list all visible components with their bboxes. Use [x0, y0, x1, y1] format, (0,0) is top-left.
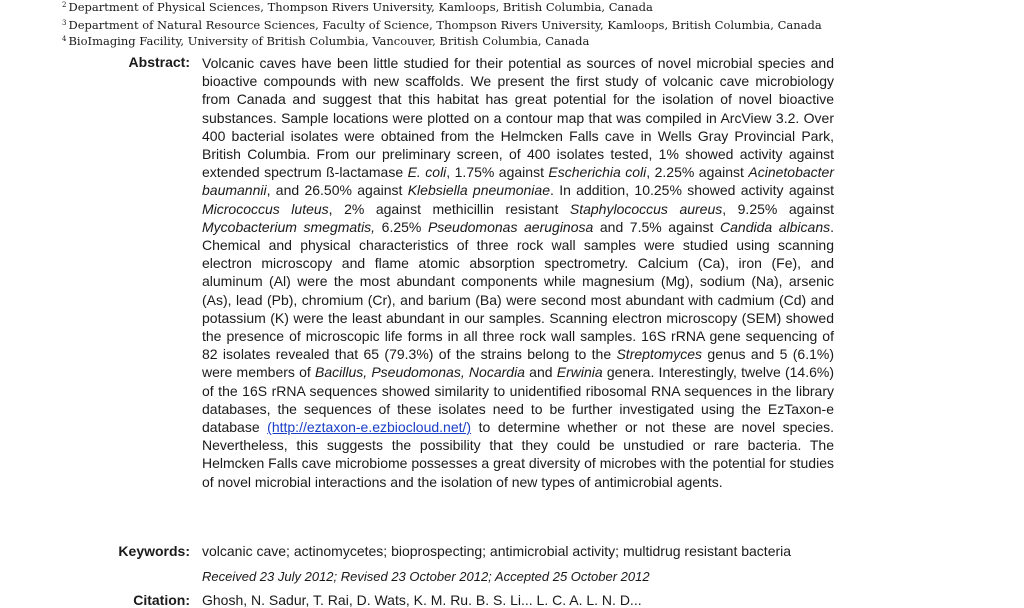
abstract-body	[202, 54, 834, 491]
abstract-text: , 1.75% against	[446, 164, 549, 181]
affiliation-text: Department of Physical Sciences, Thompson Rivers University, Kamloops, British Columbia, Canada	[68, 0, 653, 14]
affiliation-text: Department of Natural Resource Sciences, Faculty of Science, Thompson Rivers University, Kamloops, British Columbia, Canada	[68, 18, 822, 32]
citation-label: Citation:	[133, 592, 190, 608]
species-name: E. coli	[407, 164, 447, 181]
species-name: Escherichia coli	[548, 164, 647, 181]
species-name: Klebsiella pneumoniae	[407, 182, 550, 199]
species-name: Candida albicans	[720, 218, 831, 235]
species-name: Bacillus, Pseudomonas, Nocardia	[315, 364, 525, 381]
species-name: Acinetobacter baumannii	[202, 164, 834, 199]
abstract-text: , 2% against methicillin resistant	[328, 200, 570, 217]
abstract-text: and 7.5% against	[593, 218, 721, 235]
abstract-text: , 2.25% against	[646, 164, 749, 181]
received-dates: Received 23 July 2012; Revised 23 October 2012; Accepted 25 October 2012	[202, 569, 650, 584]
eztaxon-link[interactable]: (http://eztaxon-e.ezbiocloud.net/)	[267, 419, 472, 436]
abstract-text: . In addition, 10.25% showed activity against	[550, 182, 834, 199]
species-name: Pseudomonas aeruginosa	[427, 218, 594, 235]
affiliation-4	[62, 31, 589, 49]
abstract-text: genus and 5 (6.1%) were members of	[202, 346, 834, 381]
abstract-text: genera. Interestingly, twelve (14.6%) of the 16S rRNA sequences showed similarity to unidentified ribosomal RNA sequences in the library databases, the sequences of these isolates need to be further investigated using the EzTaxon-e database	[202, 364, 835, 436]
affiliation-number: 2	[62, 1, 67, 9]
abstract-label: Abstract:	[128, 54, 190, 70]
abstract-text: . Chemical and physical characteristics of three rock wall samples were studied using scanning electron microscopy and flame atomic absorption spectrometry. Calcium (Ca), iron (Fe), and aluminum (Al) were the most abundant components while magnesium (Mg), sodium (Na), arsenic (As), lead (Pb), chromium (Cr), and barium (Ba) were second most abundant with cadmium (Cd) and potassium (K) were the least abundant in our samples. Scanning electron microscopy (SEM) showed the presence of microscopic life forms in all three rock wall samples. 16S rRNA gene sequencing of 82 isolates revealed that 65 (79.3%) of the strains belong to the	[202, 218, 834, 363]
abstract-text: to determine whether or not these are novel species. Nevertheless, this suggests the possibility that they could be unstudied or rare bacteria. The Helmcken Falls cave microbiome possesses a great diversity of microbes with the potential for studies of novel microbial interactions and the isolation of new types of antimicrobial agents.	[202, 419, 835, 490]
affiliation-number: 3	[62, 19, 67, 27]
keywords-text: volcanic cave; actinomycetes; bioprospecting; antimicrobial activity; multidrug resistant bacteria	[202, 543, 792, 559]
species-name: Micrococcus luteus	[202, 200, 329, 217]
affiliation-text: BioImaging Facility, University of British Columbia, Vancouver, British Columbia, Canada	[68, 34, 590, 48]
keywords-label: Keywords:	[118, 543, 190, 559]
abstract-text: , 9.25% against	[722, 200, 834, 217]
species-name: Erwinia	[556, 364, 603, 381]
abstract-text: and	[524, 364, 557, 381]
abstract-text: , and 26.50% against	[266, 182, 408, 199]
citation-text: Ghosh, N. Sadur, T. Rai, D. Wats, K. M. Ru. B. S. Li... L. C. A. L. N. D...	[202, 592, 642, 608]
abstract-text: 6.25%	[375, 218, 428, 235]
species-name: Streptomyces	[616, 346, 703, 363]
affiliation-number: 4	[62, 35, 67, 43]
species-name: Mycobacterium smegmatis,	[202, 218, 376, 235]
species-name: Staphylococcus aureus	[569, 200, 723, 217]
affiliation-2	[62, 0, 653, 15]
abstract-text: Volcanic caves have been little studied for their potential as sources of novel microbial species and bioactive compounds with new scaffolds. We present the first study of volcanic cave microbiology from Canada and suggest that this habitat has great potential for the isolation of novel bioactive substances. Sample locations were plotted on a contour map that was compiled in ArcView 3.2. Over 400 bacterial isolates were obtained from the Helmcken Falls cave in Wells Gray Provincial Park, British Columbia. From our preliminary screen, of 400 isolates tested, 1% showed activity against extended spectrum ß-lactamase	[202, 55, 834, 181]
